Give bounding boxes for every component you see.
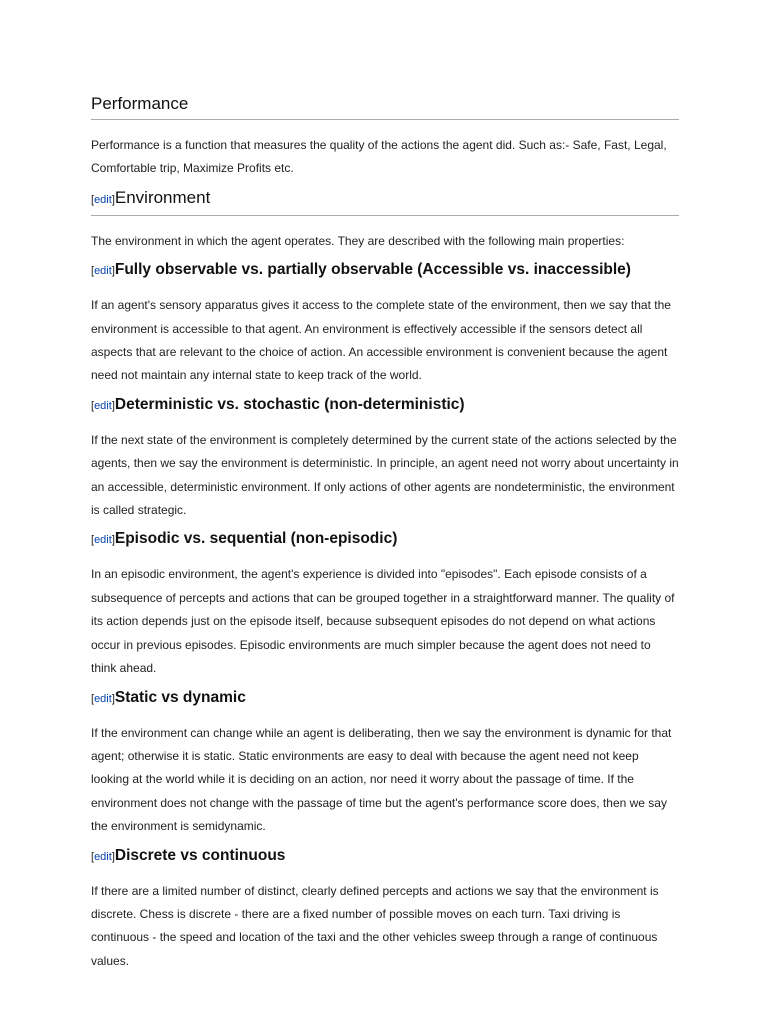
edit-bracket: [edit] — [91, 534, 115, 547]
edit-bracket: [edit] — [91, 692, 115, 705]
section-heading-performance — [91, 93, 679, 120]
section-heading-static — [91, 687, 679, 710]
heading-text: Performance — [91, 94, 189, 113]
edit-bracket: [edit] — [91, 399, 115, 412]
edit-bracket: [edit] — [91, 193, 115, 206]
edit-bracket: [edit] — [91, 265, 115, 278]
paragraph-environment: The environment in which the agent operates. They are described with the following main properties: — [91, 233, 625, 248]
section-heading-environment — [91, 187, 679, 216]
edit-link[interactable]: edit — [94, 193, 112, 206]
section-heading-discrete — [91, 845, 679, 868]
edit-link[interactable]: edit — [94, 265, 112, 278]
paragraph-discrete: If there are a limited number of distinct, clearly defined percepts and actions we say that the environment is discrete. Chess is discrete - there are a fixed number of possible moves on each turn. Taxi driving is continuous - the speed and location of the taxi and the other vehicles sweep through a range of continuous values. — [91, 883, 659, 968]
paragraph-static: If the environment can change while an agent is deliberating, then we say the environment is dynamic for that agent; otherwise it is static. Static environments are easy to deal with because the agent need not keep looking at the world while it is deciding on an action, nor need it worry about the passage of time. If the environment does not change with the passage of time but the agent's performance score does, then we say the environment is semidynamic. — [91, 725, 672, 834]
paragraph-performance: Performance is a function that measures the quality of the actions the agent did. Such as:- Safe, Fast, Legal, Comfortable trip, Maximize Profits etc. — [91, 138, 667, 176]
heading-text: Static vs dynamic — [114, 688, 246, 706]
edit-link[interactable]: edit — [94, 534, 112, 547]
heading-text: Environment — [114, 187, 211, 207]
section-heading-observable — [91, 259, 679, 282]
heading-text: Discrete vs continuous — [114, 846, 286, 864]
edit-bracket: [edit] — [91, 850, 115, 863]
edit-link[interactable]: edit — [94, 399, 112, 412]
section-heading-deterministic — [91, 394, 679, 417]
edit-link[interactable]: edit — [94, 692, 112, 705]
section-heading-episodic — [91, 528, 679, 551]
heading-text: Deterministic vs. stochastic (non-deterministic) — [114, 395, 465, 413]
heading-text: Fully observable vs. partially observable (Accessible vs. inaccessible) — [114, 261, 631, 279]
heading-text: Episodic vs. sequential (non-episodic) — [114, 530, 398, 548]
article-content — [91, 93, 679, 979]
edit-link[interactable]: edit — [94, 850, 112, 863]
paragraph-observable: If an agent's sensory apparatus gives it access to the complete state of the environment, then we say that the environment is accessible to that agent. An environment is effectively accessible if the sensors detect all aspects that are relevant to the choice of action. An accessible environment is convenient because the agent need not maintain any internal state to keep track of the world. — [91, 298, 671, 383]
paragraph-episodic: In an episodic environment, the agent's experience is divided into "episodes". Each episode consists of a subsequence of percepts and actions that can be grouped together in a straightforward manner. The quality of its action depends just on the episode itself, because subsequent episodes do not depend on what actions occur in previous episodes. Episodic environments are much simpler because the agent does not need to think ahead. — [91, 567, 675, 676]
paragraph-deterministic: If the next state of the environment is completely determined by the current state of the actions selected by the agents, then we say the environment is deterministic. In principle, an agent need not worry about uncertainty in an accessible, deterministic environment. If only actions of other agents are nondeterministic, the environment is called strategic. — [91, 432, 679, 518]
